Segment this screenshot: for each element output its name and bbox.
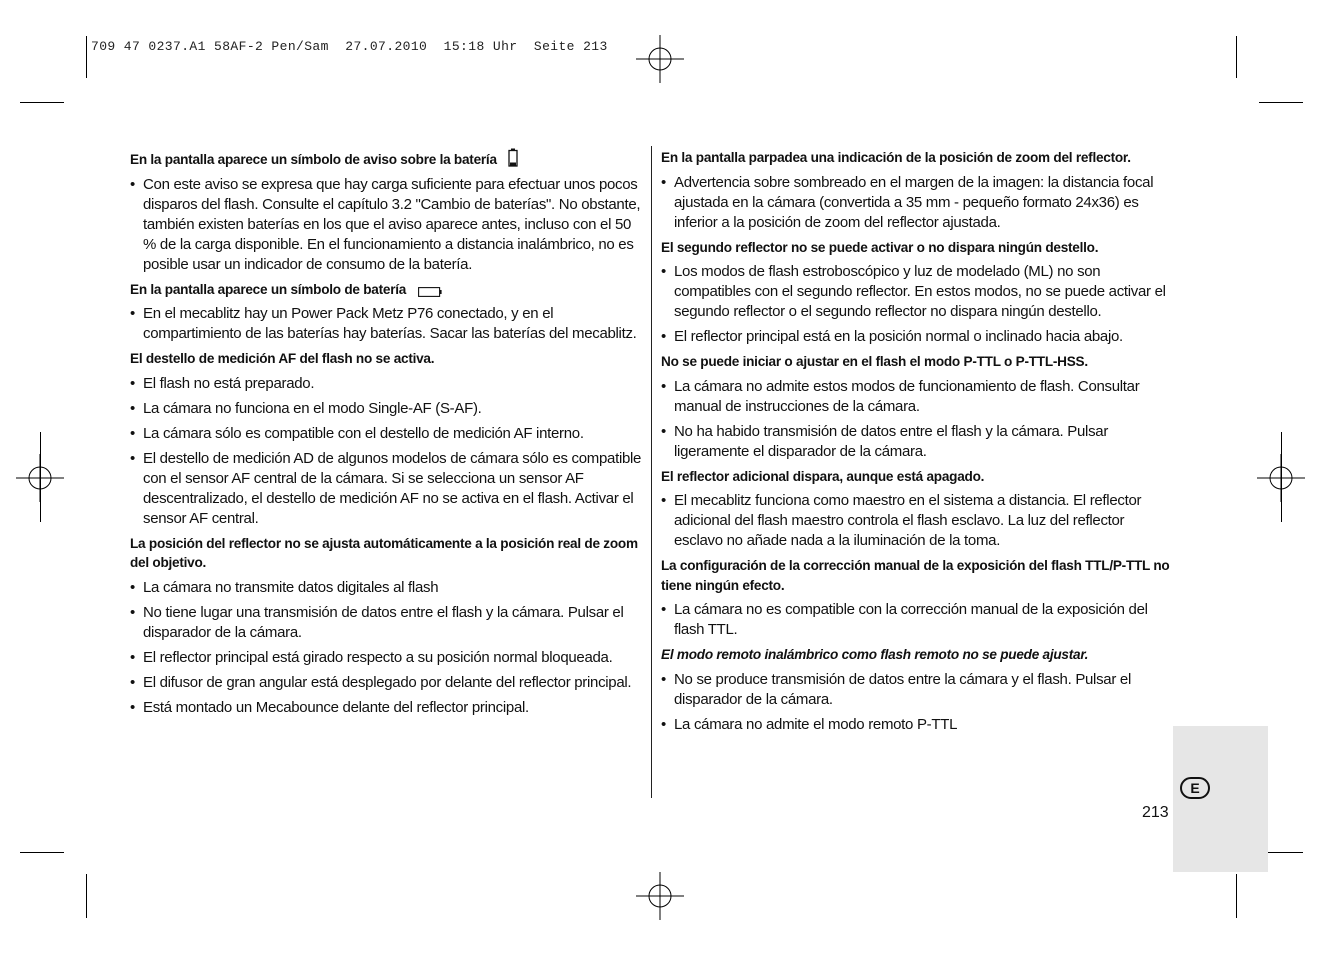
section-heading: En la pantalla parpadea una indicación de la posición de zoom del reflector. <box>661 150 1131 165</box>
crop-mark <box>86 874 87 918</box>
crop-mark <box>1236 874 1237 918</box>
section-heading: El destello de medición AF del flash no se activa. <box>130 351 435 366</box>
registration-mark-icon <box>636 872 684 920</box>
list-item: • No se produce transmisión de datos entre la cámara y el flash. Pulsar el disparador de la cámara. <box>661 670 1173 710</box>
list-item: • Los modos de flash estroboscópico y luz de modelado (ML) no son compatibles con el segundo reflector. En estos modos, no se puede activar el segundo reflector o el segundo reflector no dispara ningún destello. <box>661 262 1173 322</box>
bullet-list <box>130 374 642 529</box>
list-item: • El mecablitz funciona como maestro en el sistema a distancia. El reflector adicional del flash maestro controla el flash esclavo. La luz del reflector esclavo no añade nada a la iluminación de la toma. <box>661 491 1173 551</box>
list-item: • En el mecablitz hay un Power Pack Metz P76 conectado, y en el compartimiento de las baterías hay baterías. Sacar las baterías del mecablitz. <box>130 304 642 344</box>
section-heading: La configuración de la corrección manual de la exposición del flash TTL/P-TTL no tiene ningún efecto. <box>661 558 1170 593</box>
left-column <box>130 146 642 723</box>
right-column <box>661 146 1173 740</box>
bullet-list <box>661 262 1173 347</box>
list-item: • Con este aviso se expresa que hay carga suficiente para efectuar unos pocos disparos del flash. Consulte el capítulo 3.2 "Cambio de baterías". No obstante, también existen baterías en los que el aviso aparece antes, incluso con el 50 % de la carga disponible. En el funcionamiento a distancia inalámbrico, no es posible usar un indicador de consumo de la batería. <box>130 175 642 275</box>
list-item: • No ha habido transmisión de datos entre el flash y la cámara. Pulsar ligeramente el disparador de la cámara. <box>661 422 1173 462</box>
section-heading: La posición del reflector no se ajusta automáticamente a la posición real de zoom del objetivo. <box>130 535 638 570</box>
crop-mark <box>86 36 87 78</box>
crop-mark <box>40 432 41 522</box>
bullet-list <box>661 377 1173 462</box>
section-heading: El modo remoto inalámbrico como flash remoto no se puede ajustar. <box>661 647 1089 662</box>
bullet-list <box>661 173 1173 233</box>
language-tab <box>1173 726 1268 872</box>
crop-mark <box>20 102 64 103</box>
bullet-list <box>661 491 1173 551</box>
list-item: • El reflector principal está en la posición normal o inclinado hacia abajo. <box>661 327 1173 347</box>
section-heading: El reflector adicional dispara, aunque está apagado. <box>661 468 985 484</box>
bullet-list <box>130 304 642 344</box>
battery-empty-icon <box>418 287 442 297</box>
crop-mark <box>1259 102 1303 103</box>
section-heading: No se puede iniciar o ajustar en el flash el modo P-TTL o P-TTL-HSS. <box>661 354 1088 369</box>
battery-low-icon <box>508 148 518 167</box>
section-heading: En la pantalla aparece un símbolo de batería <box>130 280 642 300</box>
list-item: • El difusor de gran angular está desplegado por delante del reflector principal. <box>130 673 642 693</box>
list-item: • El reflector principal está girado respecto a su posición normal bloqueada. <box>130 648 642 668</box>
print-header: 709 47 0237.A1 58AF-2 Pen/Sam 27.07.2010 15:18 Uhr Seite 213 <box>91 39 608 54</box>
bullet-list <box>661 670 1173 735</box>
list-item: • Advertencia sobre sombreado en el margen de la imagen: la distancia focal ajustada en la cámara (convertida a 35 mm - pequeño formato 24x36) es inferior a la posición de zoom del reflector ajustada. <box>661 173 1173 233</box>
list-item: • El destello de medición AD de algunos modelos de cámara sólo es compatible con el sensor AF central de la cámara. Si se selecciona un sensor AF descentralizado, el destello de medición AF no se activa en el flash. Activar el sensor AF central. <box>130 449 642 529</box>
bullet-list <box>130 578 642 718</box>
list-item: • La cámara no transmite datos digitales al flash <box>130 578 642 598</box>
list-item: • La cámara no funciona en el modo Single-AF (S-AF). <box>130 399 642 419</box>
bullet-list <box>661 600 1173 640</box>
language-badge: E <box>1180 777 1210 799</box>
list-item: • No tiene lugar una transmisión de datos entre el flash y la cámara. Pulsar el disparador de la cámara. <box>130 603 642 643</box>
page-number: 213 <box>1142 804 1169 821</box>
list-item: • La cámara sólo es compatible con el destello de medición AF interno. <box>130 424 642 444</box>
crop-mark <box>1236 36 1237 78</box>
list-item: • La cámara no es compatible con la corrección manual de la exposición del flash TTL. <box>661 600 1173 640</box>
section-heading: En la pantalla aparece un símbolo de aviso sobre la batería <box>130 148 642 170</box>
list-item: • La cámara no admite estos modos de funcionamiento de flash. Consultar manual de instrucciones de la cámara. <box>661 377 1173 417</box>
crop-mark <box>1281 432 1282 522</box>
list-item: • Está montado un Mecabounce delante del reflector principal. <box>130 698 642 718</box>
registration-mark-icon <box>636 35 684 83</box>
list-item: • El flash no está preparado. <box>130 374 642 394</box>
bullet-list <box>130 175 642 275</box>
crop-mark <box>20 852 64 853</box>
list-item: • La cámara no admite el modo remoto P-TTL <box>661 715 1173 735</box>
column-divider <box>651 146 652 798</box>
section-heading: El segundo reflector no se puede activar o no dispara ningún destello. <box>661 239 1099 255</box>
